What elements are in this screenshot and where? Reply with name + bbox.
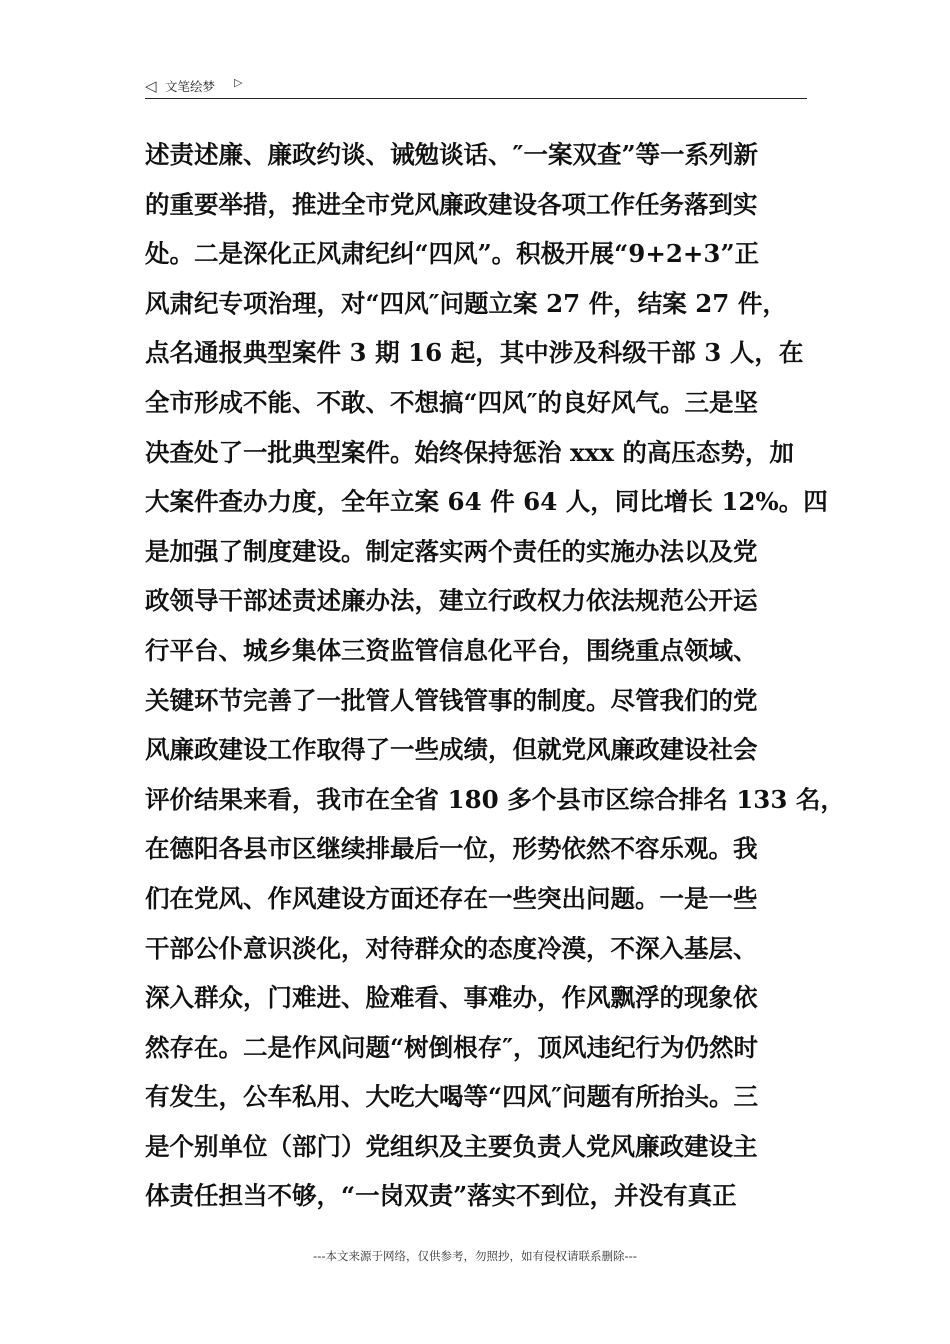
- text-line: 的重要举措，推进全市党风廉政建设各项工作任务落到实: [145, 189, 758, 219]
- text-line: 体责任担当不够，“一岗双责”落实不到位，并没有真正: [145, 1181, 737, 1211]
- text-line: 们在党风、作风建设方面还存在一些突出问题。一是一些: [145, 883, 758, 913]
- text-line: 风肃纪专项治理，对“四风″问题立案 27 件，结案 27 件，: [145, 288, 787, 318]
- text-line: 关键环节完善了一批管人管钱管事的制度。尽管我们的党: [145, 685, 758, 715]
- text-line: 大案件查办力度，全年立案 64 件 64 人，同比增长 12%。四: [145, 487, 828, 517]
- text-line: 处。二是深化正风肃纪纠“四风”。积极开展“9+2+3”正: [145, 239, 760, 269]
- text-line: 是加强了制度建设。制定落实两个责任的实施办法以及党: [145, 536, 758, 566]
- text-line: 有发生，公车私用、大吃大喝等“四风″问题有所抬头。三: [145, 1082, 759, 1112]
- triangle-right-icon: ▷: [234, 76, 243, 89]
- page-footer: ---本文来源于网络，仅供参考，勿照抄，如有侵权请联系删除---: [313, 1249, 637, 1263]
- text-line: 风廉政建设工作取得了一些成绩，但就党风廉政建设社会: [145, 735, 758, 765]
- text-line: 点名通报典型案件 3 期 16 起，其中涉及科级干部 3 人，在: [145, 338, 804, 368]
- text-line: 政领导干部述责述廉办法，建立行政权力依法规范公开运: [145, 586, 758, 616]
- text-line: 是个别单位（部门）党组织及主要负责人党风廉政建设主: [145, 1131, 758, 1161]
- text-line: 干部公仆意识淡化，对待群众的态度冷漠，不深入基层、: [145, 933, 758, 963]
- text-line: 深入群众，门难进、脸难看、事难办，作风飘浮的现象依: [145, 983, 758, 1013]
- page-header: [145, 76, 807, 99]
- text-line: 在德阳各县市区继续排最后一位，形势依然不容乐观。我: [145, 834, 758, 864]
- text-line: 全市形成不能、不敢、不想搞“四风″的良好风气。三是坚: [145, 387, 759, 417]
- header-brand: 文笔绘梦: [165, 79, 216, 94]
- text-line: 行平台、城乡集体三资监管信息化平台，围绕重点领域、: [145, 635, 758, 665]
- document-body: [145, 130, 845, 1221]
- text-line: 然存在。二是作风问题“树倒根存″，顶风违纪行为仍然时: [145, 1032, 759, 1062]
- text-line: 决查处了一批典型案件。始终保持惩治 xxx 的高压态势，加: [145, 437, 794, 467]
- triangle-left-icon: ◁: [145, 77, 157, 95]
- text-line: 述责述廉、廉政约谈、诫勉谈话、″一案双查”等一系列新: [145, 140, 759, 169]
- text-line: 评价结果来看，我市在全省 180 多个县市区综合排名 133 名，: [145, 784, 845, 814]
